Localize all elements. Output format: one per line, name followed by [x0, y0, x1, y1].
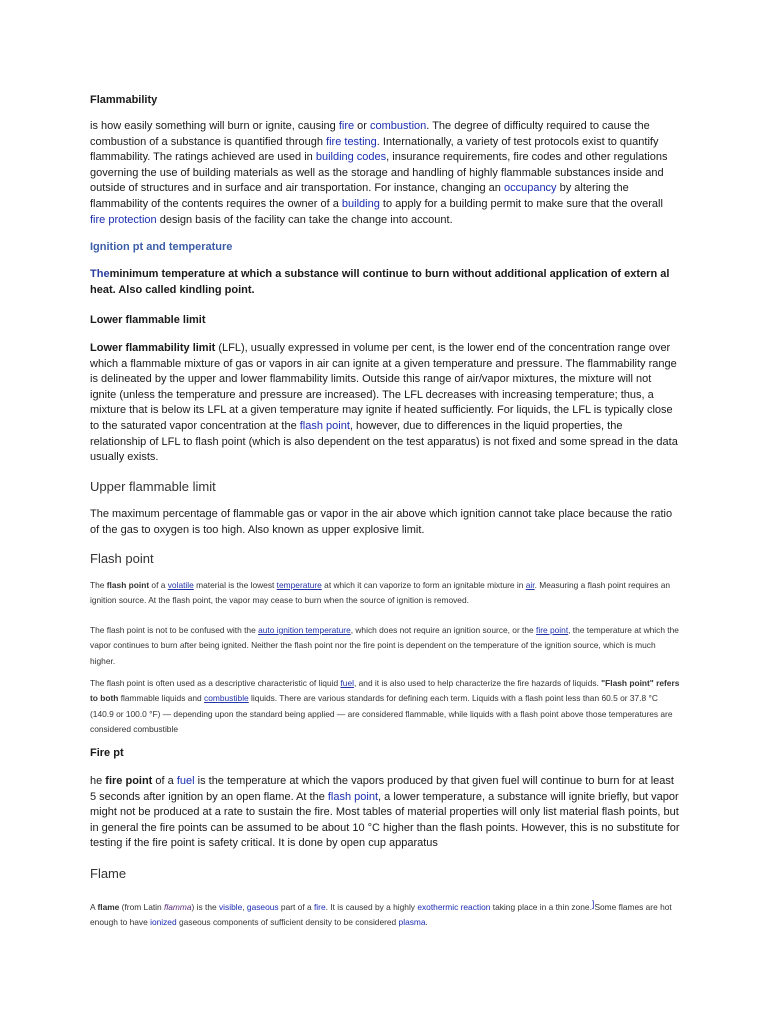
link-fire-testing[interactable]: fire testing — [326, 135, 377, 148]
heading-flash-point: Flash point — [90, 551, 154, 566]
paragraph-ufl: The maximum percentage of flammable gas or vapor in the air above which ignition cannot take place because the ratio of the gas to oxygen is too high. Also known as upper explosive limit. — [90, 508, 673, 536]
term-fire-point: fire point — [105, 775, 153, 787]
link-temperature[interactable]: temperature — [276, 580, 322, 590]
heading-ufl: Upper flammable limit — [90, 479, 216, 494]
term-lfl: Lower flammability limit — [90, 342, 216, 354]
text: . It is caused by a highly — [325, 902, 418, 912]
text: by altering the flammability of the contents requires the owner of a — [90, 182, 629, 210]
heading-flammability: Flammability — [90, 94, 158, 106]
text: flammable liquids and — [118, 693, 205, 704]
text: , the temperature at which the vapor continues to burn after being ignited. Neither the flash point nor the fire point is dependent on the temperature of the ignition source, which is much higher. — [90, 625, 679, 666]
link-fuel[interactable]: fuel — [340, 678, 354, 688]
paragraph-ignition — [90, 267, 680, 298]
link-building[interactable]: building — [341, 197, 380, 210]
text-the: The — [90, 268, 110, 280]
text: , insurance requirements, fire codes and other regulations governing the use of building materials as well as the storage and handling of highly flammable substances inside and outside of structures and in surface and air transportation. For instance, changing an — [90, 151, 668, 195]
paragraph-fire-pt — [90, 774, 680, 852]
heading-ignition: Ignition pt and temperature — [90, 241, 233, 253]
text: (LFL), usually expressed in volume per cent, is the lower end of the concentration range over which a flammable mixture of gas or vapors in air can ignite at a given temperature and pressure. The flammability range is delineated by the upper and lower flammability limits. Outside this range of air/vapor mixtures, the mixture will not ignite (unless the temperature and pressure are increased). The LFL decreases with increasing temperature; thus, a mixture that is below its LFL at a given temperature may ignite if heated sufficiently. For liquids, the LFL is typically close to the saturated vapor concentration at the — [90, 342, 677, 432]
link-volatile[interactable]: volatile — [167, 580, 194, 590]
text: at which it can vaporize to form an ignitable mixture in — [321, 580, 526, 590]
text: is how easily something will burn or ignite, causing — [90, 120, 339, 132]
text: A — [90, 902, 98, 912]
text: material is the lowest — [193, 580, 277, 590]
link-flash-point[interactable]: flash point — [299, 419, 350, 432]
paragraph-flame — [90, 897, 680, 931]
link-combustion[interactable]: combustion — [370, 120, 427, 132]
text: , and it is also used to help characterize the fire hazards of liquids. — [353, 678, 602, 688]
text: . The degree of difficulty required to cause the combustion of a substance is quantified through — [90, 120, 650, 148]
link-gaseous[interactable]: gaseous — [246, 902, 279, 912]
paragraph-flash-point-1 — [90, 578, 680, 609]
link-plasma[interactable]: plasma — [398, 917, 426, 928]
citation-marker[interactable]: ] — [591, 899, 595, 909]
link-fire-point[interactable]: fire point — [536, 625, 569, 635]
text: he — [90, 775, 106, 787]
link-flash-point[interactable]: flash point — [327, 790, 379, 803]
text: . — [425, 917, 428, 928]
paragraph-flash-point-2 — [90, 623, 680, 669]
text: to apply for a building permit to make sure that the overall — [379, 197, 663, 210]
text: The flash point is not to be confused with the — [90, 625, 259, 635]
link-auto-ignition[interactable]: auto ignition temperature — [258, 625, 351, 635]
link-occupancy[interactable]: occupancy — [503, 182, 557, 195]
text: The — [90, 580, 107, 590]
term-flash-point: flash point — [106, 580, 150, 590]
text: The flash point is often used as a descriptive characteristic of liquid — [90, 678, 341, 688]
link-combustible[interactable]: combustible — [204, 693, 249, 704]
term-flame: flame — [97, 902, 120, 912]
text: ) is the — [191, 902, 219, 912]
text-latin: flamma — [164, 902, 192, 912]
heading-fire-pt: Fire pt — [90, 747, 124, 759]
heading-flame: Flame — [90, 866, 127, 881]
text: , a lower temperature, a substance will ignite briefly, but vapor might not be produced at a rate to sustain the fire. Most tables of material properties will only list material flash points, but in general the fire points can be assumed to be about 10 °C higher than the flash points. However, this is no substitute for testing if the fire point is safety critical. It is done by open cup apparatus — [90, 790, 680, 850]
link-ionized[interactable]: ionized — [150, 917, 177, 928]
link-fire[interactable]: fire — [313, 902, 326, 912]
paragraph-flammability — [90, 119, 680, 228]
heading-lfl: Lower flammable limit — [90, 314, 206, 326]
text: is the temperature at which the vapors produced by that given fuel will continue to burn for at least 5 seconds after ignition by an open flame. At the — [90, 775, 674, 803]
text: liquids. There are various standards for defining each term. Liquids with a flash point less than 60.5 or 37.8 °C (140.9 or 100.0 °F) — depending upon the standard being applied — are considered flammable, while liquids with a flash point above those temperatures are considered combustible — [90, 693, 673, 735]
text: , — [242, 902, 247, 912]
link-building-codes[interactable]: building codes — [315, 151, 387, 164]
text: design basis of the facility can take the change into account. — [156, 213, 453, 226]
text: or — [354, 120, 371, 132]
text: gaseous components of sufficient density to be considered — [176, 917, 399, 928]
link-visible[interactable]: visible — [218, 902, 243, 912]
link-air[interactable]: air — [525, 580, 535, 590]
link-fuel[interactable]: fuel — [176, 775, 195, 787]
text-flash-point-refers: "Flash point" refers to both — [90, 678, 680, 704]
text: , however, due to differences in the liquid properties, the relationship of LFL to flash point (which is also dependent on the test apparatus) is not fixed and some spread in the data usually exists. — [90, 419, 678, 464]
text: . Measuring a flash point requires an ignition source. At the flash point, the vapor may cease to burn when the source of ignition is removed. — [90, 580, 671, 606]
paragraph-flash-point-3 — [90, 676, 680, 738]
text: (from Latin — [119, 902, 165, 912]
text: part of a — [278, 902, 314, 912]
text: of a — [152, 775, 177, 787]
text: of a — [149, 580, 168, 590]
link-fire-protection[interactable]: fire protection — [90, 213, 157, 226]
text: taking place in a thin zone. — [490, 902, 592, 912]
text: , which does not require an ignition source, or the — [350, 625, 537, 635]
link-exothermic-reaction[interactable]: exothermic reaction — [417, 902, 491, 912]
text: minimum temperature at which a substance will continue to burn without additional application of extern al heat. Also called kindling point. — [90, 268, 670, 296]
text: Some flames are hot enough to have — [90, 902, 672, 928]
link-fire[interactable]: fire — [338, 120, 355, 132]
paragraph-lfl — [90, 341, 680, 466]
text: . Internationally, a variety of test protocols exist to quantify flammability. The ratings achieved are used in — [90, 135, 659, 164]
